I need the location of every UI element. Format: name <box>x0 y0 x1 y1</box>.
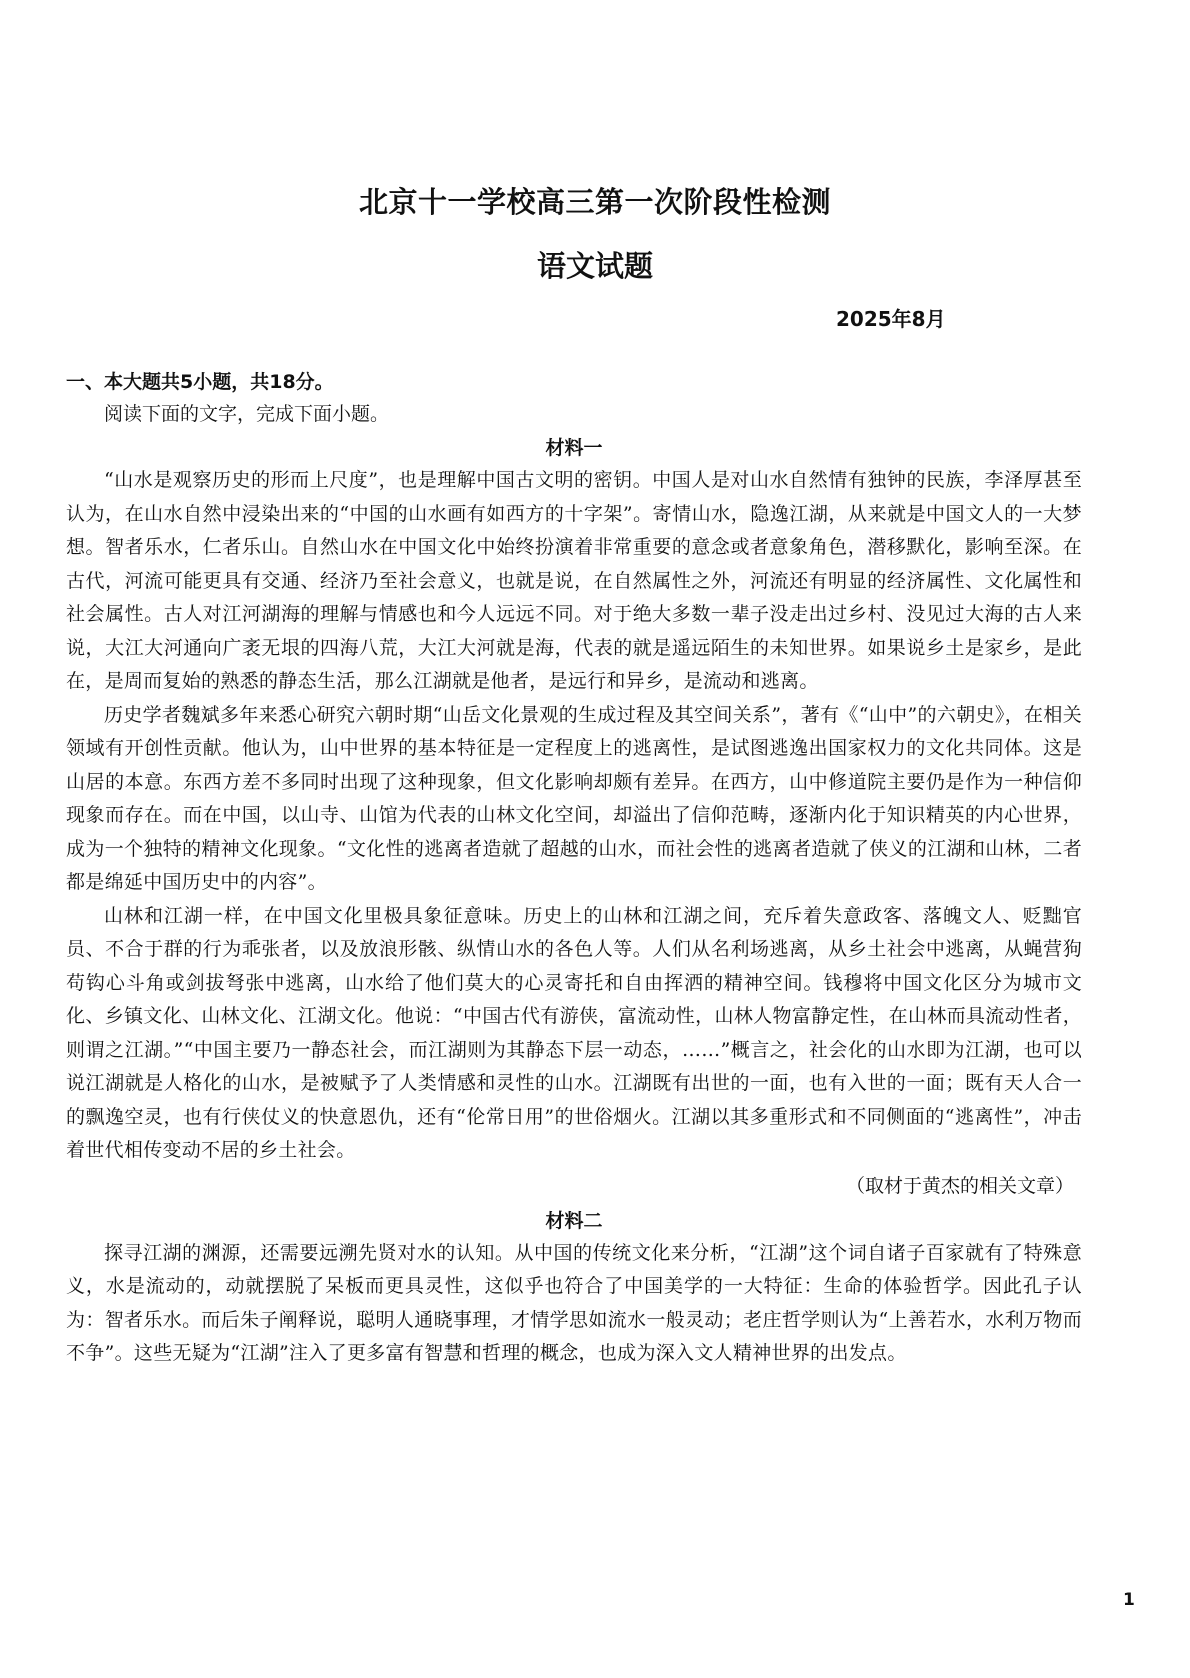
exam-title: 北京十一学校高三第一次阶段性检测 <box>358 185 831 219</box>
material-2-paragraph: 探寻江湖的渊源，还需要远溯先贤对水的认知。从中国的传统文化来分析，“江湖”这个词自诸子百家就有了特殊意义，水是流动的，动就摆脱了呆板而更具灵性，这似乎也符合了中国美学的一大特征：生命的体验哲学。因此孔子认为：智者乐水。而后朱子阐释说，聪明人通晓事理，才情学思如流水一般灵动；老庄哲学则认为“上善若水，水利万物而不争”。这些无疑为“江湖”注入了更多富有智慧和哲理的概念，也成为深入文人精神世界的出发点。 <box>66 1241 1082 1364</box>
material-1-paragraph: 历史学者魏斌多年来悉心研究六朝时期“山岳文化景观的生成过程及其空间关系”，著有《“山中”的六朝史》，在相关领域有开创性贡献。他认为，山中世界的基本特征是一定程度上的逃离性，是试图逃逸出国家权力的文化共同体。这是山居的本意。东西方差不多同时出现了这种现象，但文化影响却颇有差异。在西方，山中修道院主要仍是作为一种信仰现象而存在。而在中国，以山寺、山馆为代表的山林文化空间，却溢出了信仰范畴，逐渐内化于知识精英的内心世界，成为一个独特的精神文化现象。“文化性的逃离者造就了超越的山水，而社会性的逃离者造就了侠义的江湖和山林，二者都是绵延中国历史中的内容”。 <box>66 703 1082 893</box>
material-1-paragraph: 山林和江湖一样，在中国文化里极具象征意味。历史上的山林和江湖之间，充斥着失意政客、落魄文人、贬黜官员、不合于群的行为乖张者，以及放浪形骸、纵情山水的各色人等。人们从名利场逃离，从乡土社会中逃离，从蝇营狗苟钩心斗角或剑拔弩张中逃离，山水给了他们莫大的心灵寄托和自由挥洒的精神空间。钱穆将中国文化区分为城市文化、乡镇文化、山林文化、江湖文化。他说：“中国古代有游侠，富流动性，山林人物富静定性，在山林而具流动性者，则谓之江湖。”“中国主要乃一静态社会，而江湖则为其静态下层一动态，……”概言之，社会化的山水即为江湖，也可以说江湖就是人格化的山水，是被赋予了人类情感和灵性的山水。江湖既有出世的一面，也有入世的一面；既有天人合一的飘逸空灵，也有行侠仗义的快意恩仇，还有“伦常日用”的世俗烟火。江湖以其多重形式和不同侧面的“逃离性”，冲击着世代相传变动不居的乡土社会。 <box>66 904 1082 1161</box>
material-1-title: 材料一 <box>545 437 603 459</box>
page-number: 1 <box>1123 1590 1135 1610</box>
material-2-title: 材料二 <box>545 1209 603 1232</box>
exam-subtitle: 语文试题 <box>536 249 653 283</box>
material-1-paragraph: “山水是观察历史的形而上尺度”，也是理解中国古文明的密钥。中国人是对山水自然情有独钟的民族，李泽厚甚至认为，在山水自然中浸染出来的“中国的山水画有如西方的十字架”。寄情山水，隐逸江湖，从来就是中国文人的一大梦想。智者乐水，仁者乐山。自然山水在中国文化中始终扮演着非常重要的意念或者意象角色，潜移默化，影响至深。在古代，河流可能更具有交通、经济乃至社会意义，也就是说，在自然属性之外，河流还有明显的经济属性、文化属性和社会属性。古人对江河湖海的理解与情感也和今人远远不同。对于绝大多数一辈子没走出过乡村、没见过大海的古人来说，大江大河通向广袤无垠的四海八荒，大江大河就是海，代表的就是遥远陌生的未知世界。如果说乡土是家乡，是此在，是周而复始的熟悉的静态生活，那么江湖就是他者，是远行和异乡，是流动和逃离。 <box>66 469 1082 692</box>
section-instruction: 阅读下面的文字，完成下面小题。 <box>104 403 390 425</box>
exam-date: 2025年8月 <box>836 307 946 331</box>
section-heading: 一、本大题共5小题，共18分。 <box>66 371 334 393</box>
document-body <box>66 366 1082 1371</box>
material-1-source: （取材于黄杰的相关文章） <box>845 1174 1074 1197</box>
